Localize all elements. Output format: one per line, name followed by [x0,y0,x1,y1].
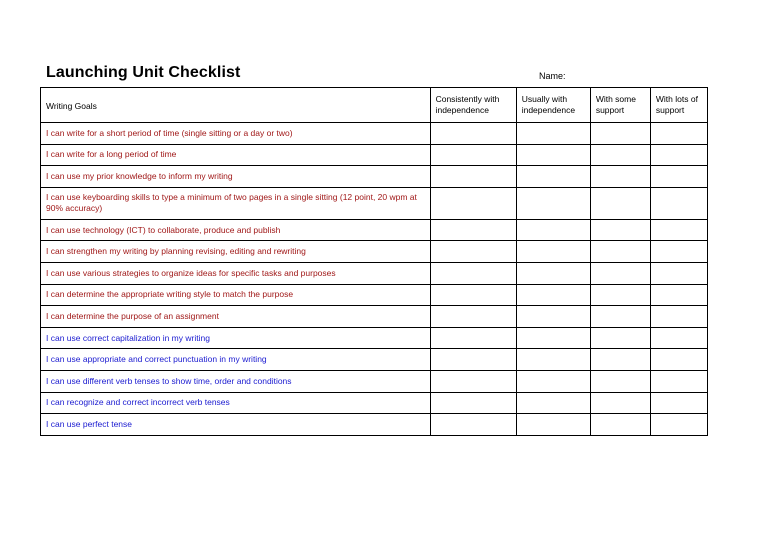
check-cell-consistently[interactable] [430,262,516,284]
table-row [41,241,708,263]
check-cell-consistently[interactable] [430,414,516,436]
check-cell-some-support[interactable] [590,262,650,284]
column-header-writing-goals: Writing Goals [41,88,431,123]
column-header-usually: Usually with independence [516,88,590,123]
check-cell-usually[interactable] [516,241,590,263]
check-cell-lots-of-support[interactable] [650,284,707,306]
page-title: Launching Unit Checklist [46,64,241,81]
writing-goal-text: I can use appropriate and correct punctuation in my writing [41,349,431,371]
column-header-consistently: Consistently with independence [430,88,516,123]
check-cell-consistently[interactable] [430,241,516,263]
check-cell-usually[interactable] [516,392,590,414]
check-cell-lots-of-support[interactable] [650,123,707,145]
check-cell-lots-of-support[interactable] [650,414,707,436]
check-cell-lots-of-support[interactable] [650,349,707,371]
check-cell-usually[interactable] [516,219,590,241]
check-cell-consistently[interactable] [430,392,516,414]
check-cell-some-support[interactable] [590,187,650,219]
table-row [41,166,708,188]
table-row [41,392,708,414]
check-cell-lots-of-support[interactable] [650,306,707,328]
check-cell-lots-of-support[interactable] [650,219,707,241]
check-cell-consistently[interactable] [430,327,516,349]
check-cell-some-support[interactable] [590,166,650,188]
check-cell-consistently[interactable] [430,187,516,219]
check-cell-some-support[interactable] [590,349,650,371]
checklist-table [40,87,708,436]
check-cell-usually[interactable] [516,370,590,392]
check-cell-some-support[interactable] [590,219,650,241]
check-cell-usually[interactable] [516,284,590,306]
writing-goal-text: I can use my prior knowledge to inform my writing [41,166,431,188]
table-row [41,414,708,436]
check-cell-usually[interactable] [516,349,590,371]
check-cell-lots-of-support[interactable] [650,241,707,263]
check-cell-lots-of-support[interactable] [650,187,707,219]
table-row [41,370,708,392]
check-cell-some-support[interactable] [590,392,650,414]
check-cell-lots-of-support[interactable] [650,327,707,349]
check-cell-consistently[interactable] [430,166,516,188]
table-row [41,144,708,166]
check-cell-usually[interactable] [516,306,590,328]
check-cell-lots-of-support[interactable] [650,262,707,284]
writing-goal-text: I can strengthen my writing by planning revising, editing and rewriting [41,241,431,263]
table-row [41,219,708,241]
table-row [41,284,708,306]
name-label: Name: [539,71,566,81]
check-cell-consistently[interactable] [430,284,516,306]
column-header-lots-of-support: With lots of support [650,88,707,123]
check-cell-usually[interactable] [516,414,590,436]
check-cell-some-support[interactable] [590,370,650,392]
writing-goal-text: I can write for a short period of time (single sitting or a day or two) [41,123,431,145]
check-cell-some-support[interactable] [590,241,650,263]
check-cell-some-support[interactable] [590,144,650,166]
table-row [41,123,708,145]
writing-goal-text: I can use technology (ICT) to collaborate, produce and publish [41,219,431,241]
table-row [41,349,708,371]
check-cell-usually[interactable] [516,262,590,284]
check-cell-usually[interactable] [516,166,590,188]
check-cell-consistently[interactable] [430,219,516,241]
table-row [41,187,708,219]
column-header-some-support: With some support [590,88,650,123]
check-cell-consistently[interactable] [430,306,516,328]
check-cell-consistently[interactable] [430,123,516,145]
check-cell-consistently[interactable] [430,370,516,392]
writing-goal-text: I can recognize and correct incorrect verb tenses [41,392,431,414]
check-cell-consistently[interactable] [430,349,516,371]
check-cell-usually[interactable] [516,327,590,349]
writing-goal-text: I can use keyboarding skills to type a minimum of two pages in a single sitting (12 point, 20 wpm at 90% accuracy) [41,187,431,219]
check-cell-lots-of-support[interactable] [650,166,707,188]
writing-goal-text: I can write for a long period of time [41,144,431,166]
writing-goal-text: I can use various strategies to organize ideas for specific tasks and purposes [41,262,431,284]
writing-goal-text: I can determine the purpose of an assignment [41,306,431,328]
writing-goal-text: I can determine the appropriate writing style to match the purpose [41,284,431,306]
check-cell-lots-of-support[interactable] [650,144,707,166]
writing-goal-text: I can use correct capitalization in my writing [41,327,431,349]
check-cell-usually[interactable] [516,187,590,219]
check-cell-some-support[interactable] [590,123,650,145]
writing-goal-text: I can use perfect tense [41,414,431,436]
table-row [41,262,708,284]
check-cell-usually[interactable] [516,144,590,166]
check-cell-some-support[interactable] [590,284,650,306]
writing-goal-text: I can use different verb tenses to show time, order and conditions [41,370,431,392]
check-cell-some-support[interactable] [590,327,650,349]
table-row [41,327,708,349]
check-cell-lots-of-support[interactable] [650,370,707,392]
header-row [41,88,708,123]
check-cell-some-support[interactable] [590,306,650,328]
check-cell-usually[interactable] [516,123,590,145]
table-row [41,306,708,328]
check-cell-consistently[interactable] [430,144,516,166]
check-cell-lots-of-support[interactable] [650,392,707,414]
check-cell-some-support[interactable] [590,414,650,436]
